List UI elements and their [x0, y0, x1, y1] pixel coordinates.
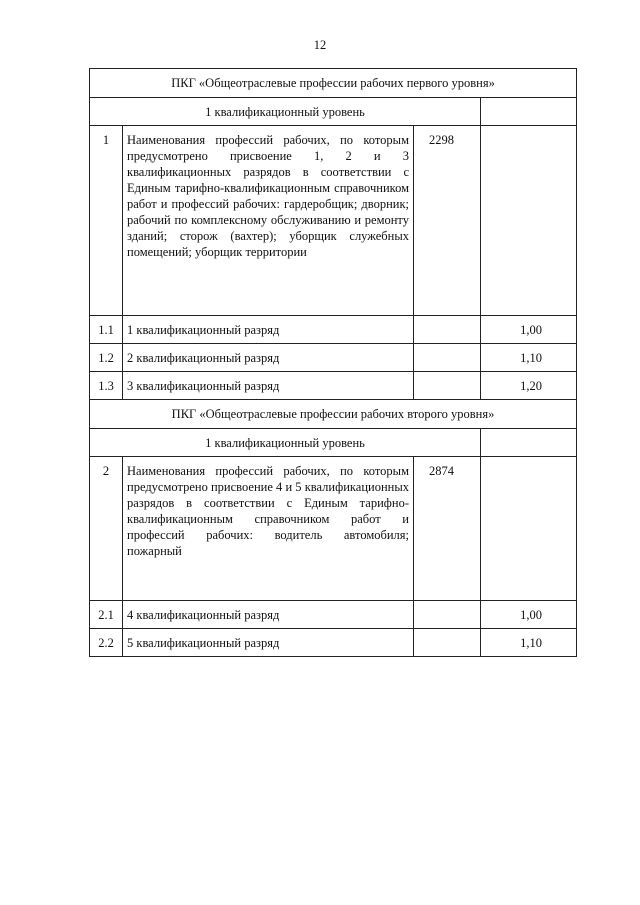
profession-row — [90, 126, 577, 316]
empty-cell — [414, 344, 481, 372]
profession-row — [90, 457, 577, 601]
row-number: 2 — [90, 457, 123, 601]
coefficient: 1,10 — [481, 629, 577, 657]
coefficient: 1,10 — [481, 344, 577, 372]
rank-label: 3 квалификационный разряд — [123, 372, 414, 400]
rank-label: 2 квалификационный разряд — [123, 344, 414, 372]
group-header-row — [90, 400, 577, 429]
row-number: 1.1 — [90, 316, 123, 344]
rank-label: 4 квалификационный разряд — [123, 601, 414, 629]
rank-row — [90, 316, 577, 344]
empty-cell — [414, 316, 481, 344]
page-number: 12 — [313, 38, 327, 52]
row-number: 2.2 — [90, 629, 123, 657]
empty-cell — [481, 126, 577, 316]
qualification-level-label: 1 квалификационный уровень — [90, 429, 481, 457]
empty-cell — [481, 429, 577, 457]
rank-row — [90, 344, 577, 372]
group-title: ПКГ «Общеотраслевые профессии рабочих второго уровня» — [90, 400, 577, 429]
profession-description: Наименования профессий рабочих, по которым предусмотрено присвоение 4 и 5 квалификационных разрядов в соответствии с Единым тарифно-квалификационным справочником работ и профессий рабочих: водитель автомобиля; пожарный — [123, 457, 414, 601]
empty-cell — [414, 601, 481, 629]
row-number: 1 — [90, 126, 123, 316]
empty-cell — [414, 629, 481, 657]
row-number: 2.1 — [90, 601, 123, 629]
empty-cell — [481, 457, 577, 601]
rank-row — [90, 372, 577, 400]
row-number: 1.2 — [90, 344, 123, 372]
coefficient: 1,00 — [481, 601, 577, 629]
empty-cell — [481, 98, 577, 126]
qualification-level-row — [90, 429, 577, 457]
rank-label: 1 квалификационный разряд — [123, 316, 414, 344]
coefficient: 1,20 — [481, 372, 577, 400]
qualification-level-row — [90, 98, 577, 126]
base-salary: 2874 — [414, 457, 481, 601]
group-title: ПКГ «Общеотраслевые профессии рабочих первого уровня» — [90, 69, 577, 98]
rank-row — [90, 629, 577, 657]
qualification-table — [89, 68, 577, 657]
rank-row — [90, 601, 577, 629]
row-number: 1.3 — [90, 372, 123, 400]
coefficient: 1,00 — [481, 316, 577, 344]
rank-label: 5 квалификационный разряд — [123, 629, 414, 657]
qualification-level-label: 1 квалификационный уровень — [90, 98, 481, 126]
profession-description: Наименования профессий рабочих, по которым предусмотрено присвоение 1, 2 и 3 квалификационных разрядов в соответствии с Единым тарифно-квалификационным справочником работ и профессий рабочих: гардеробщик; дворник; рабочий по комплексному обслуживанию и ремонту зданий; сторож (вахтер); уборщик служебных помещений; уборщик территории — [123, 126, 414, 316]
group-header-row — [90, 69, 577, 98]
base-salary: 2298 — [414, 126, 481, 316]
empty-cell — [414, 372, 481, 400]
